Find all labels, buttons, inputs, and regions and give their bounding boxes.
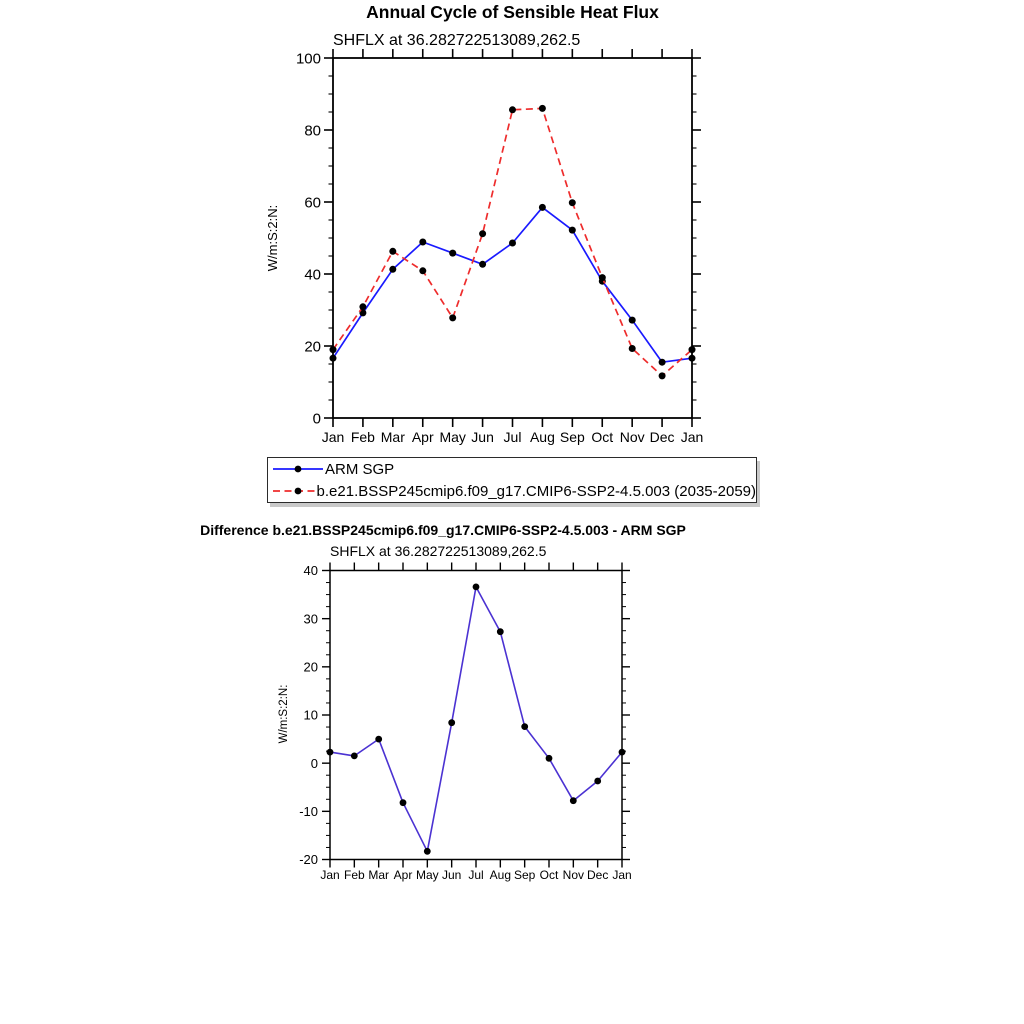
data-point [570,797,577,804]
difference-xtick-label: Jan [612,868,632,882]
annual-cycle-xtick-label: Apr [411,429,434,445]
data-point [689,355,696,362]
difference-xtick-label: Aug [489,868,512,882]
difference-ytick-label: 40 [303,563,318,579]
difference-ytick-label: 20 [303,659,318,675]
difference-ytick-label: -20 [299,852,318,868]
difference-xtick-label: Apr [393,868,413,882]
legend-entry [268,480,756,502]
data-point [539,105,546,112]
data-point [539,204,546,211]
difference-ytick-label: 10 [303,707,318,723]
difference-xtick-label: Oct [539,868,559,882]
difference-xtick-label: Jan [320,868,340,882]
annual-cycle-xtick-label: Sep [559,429,585,445]
annual-cycle-xtick-label: May [439,429,466,445]
data-point [419,267,426,274]
annual-cycle-subtitle: SHFLX at 36.282722513089,262.5 [333,32,581,49]
difference-xtick-label: Jul [468,868,484,882]
annual-cycle-xtick-label: Aug [529,429,555,445]
data-point [509,240,516,247]
data-point [569,199,576,206]
data-point [359,303,366,310]
data-point [375,736,382,743]
difference-ytick-label: 30 [303,611,318,627]
difference-xtick-label: Sep [513,868,536,882]
annual-cycle-ylabel: W/m:S:2:N: [265,204,280,272]
data-point [629,317,636,324]
difference-series-difference [327,584,626,855]
data-point [689,346,696,353]
data-point [448,719,455,726]
data-point [330,346,337,353]
data-point [449,250,456,257]
difference-xtick-label: Mar [368,868,390,882]
annual-cycle-xtick-label: Jan [680,429,704,445]
difference-subtitle: SHFLX at 36.282722513089,262.5 [330,543,547,559]
annual-cycle-ytick-label: 40 [304,266,321,284]
difference-xtick-label: Dec [586,868,609,882]
difference-ytick-label: -10 [299,804,318,820]
data-point [629,345,636,352]
annual-cycle-axes [265,49,703,445]
data-point [659,359,666,366]
difference-title: Difference b.e21.BSSP245cmip6.f09_g17.CMIP6-SSP2-4.5.003 - ARM SGP [200,522,686,538]
data-point [521,723,528,730]
data-point [449,314,456,321]
data-point [479,230,486,237]
legend-label: ARM SGP [325,460,395,478]
data-point [389,248,396,255]
legend [267,457,757,503]
data-point [509,106,516,113]
data-point [594,778,601,785]
difference-xtick-label: May [415,868,439,882]
data-point [400,799,407,806]
data-point [479,261,486,268]
data-point [599,274,606,281]
data-point [659,372,666,379]
annual-cycle-xtick-label: Jul [503,429,522,445]
annual-cycle-ytick-label: 0 [312,410,321,428]
difference-xtick-label: Feb [343,868,365,882]
annual-cycle-ytick-label: 100 [295,50,321,68]
data-point [424,848,431,855]
annual-cycle-xtick-label: Oct [591,429,614,445]
legend-line-sample [271,460,325,478]
difference-ytick-label: 0 [310,755,318,771]
annual-cycle-xtick-label: Jun [471,429,494,445]
annual-cycle-xtick-label: Dec [649,429,675,445]
data-point [619,749,626,756]
data-point [389,266,396,273]
annual-cycle-ytick-label: 60 [304,194,321,212]
data-point [351,753,358,760]
annual-cycle-xtick-label: Feb [350,429,375,445]
data-point [419,239,426,246]
data-point [546,755,553,762]
annual-cycle-ytick-label: 20 [304,338,321,356]
legend-label: b.e21.BSSP245cmip6.f09_g17.CMIP6-SSP2-4.5.003 (2035-2059) [316,482,756,500]
data-point [473,584,480,591]
annual-cycle-series-arm-sgp [330,204,696,366]
legend-marker-icon [295,466,302,473]
legend-line-sample [271,482,317,500]
annual-cycle-plot [250,45,730,455]
annual-cycle-ytick-label: 80 [304,122,321,140]
annual-cycle-xtick-label: Jan [321,429,345,445]
data-point [497,628,504,635]
difference-xtick-label: Jun [441,868,462,882]
difference-xtick-label: Nov [562,868,585,882]
legend-marker-icon [295,488,302,495]
annual-cycle-xtick-label: Nov [619,429,645,445]
annual-cycle-xtick-label: Mar [380,429,405,445]
annual-cycle-title: Annual Cycle of Sensible Heat Flux [366,2,659,22]
data-point [330,355,337,362]
data-point [327,749,334,756]
legend-entry [268,458,756,480]
difference-plot [270,555,650,890]
difference-ylabel: W/m:S:2:N: [278,684,290,744]
data-point [569,227,576,234]
